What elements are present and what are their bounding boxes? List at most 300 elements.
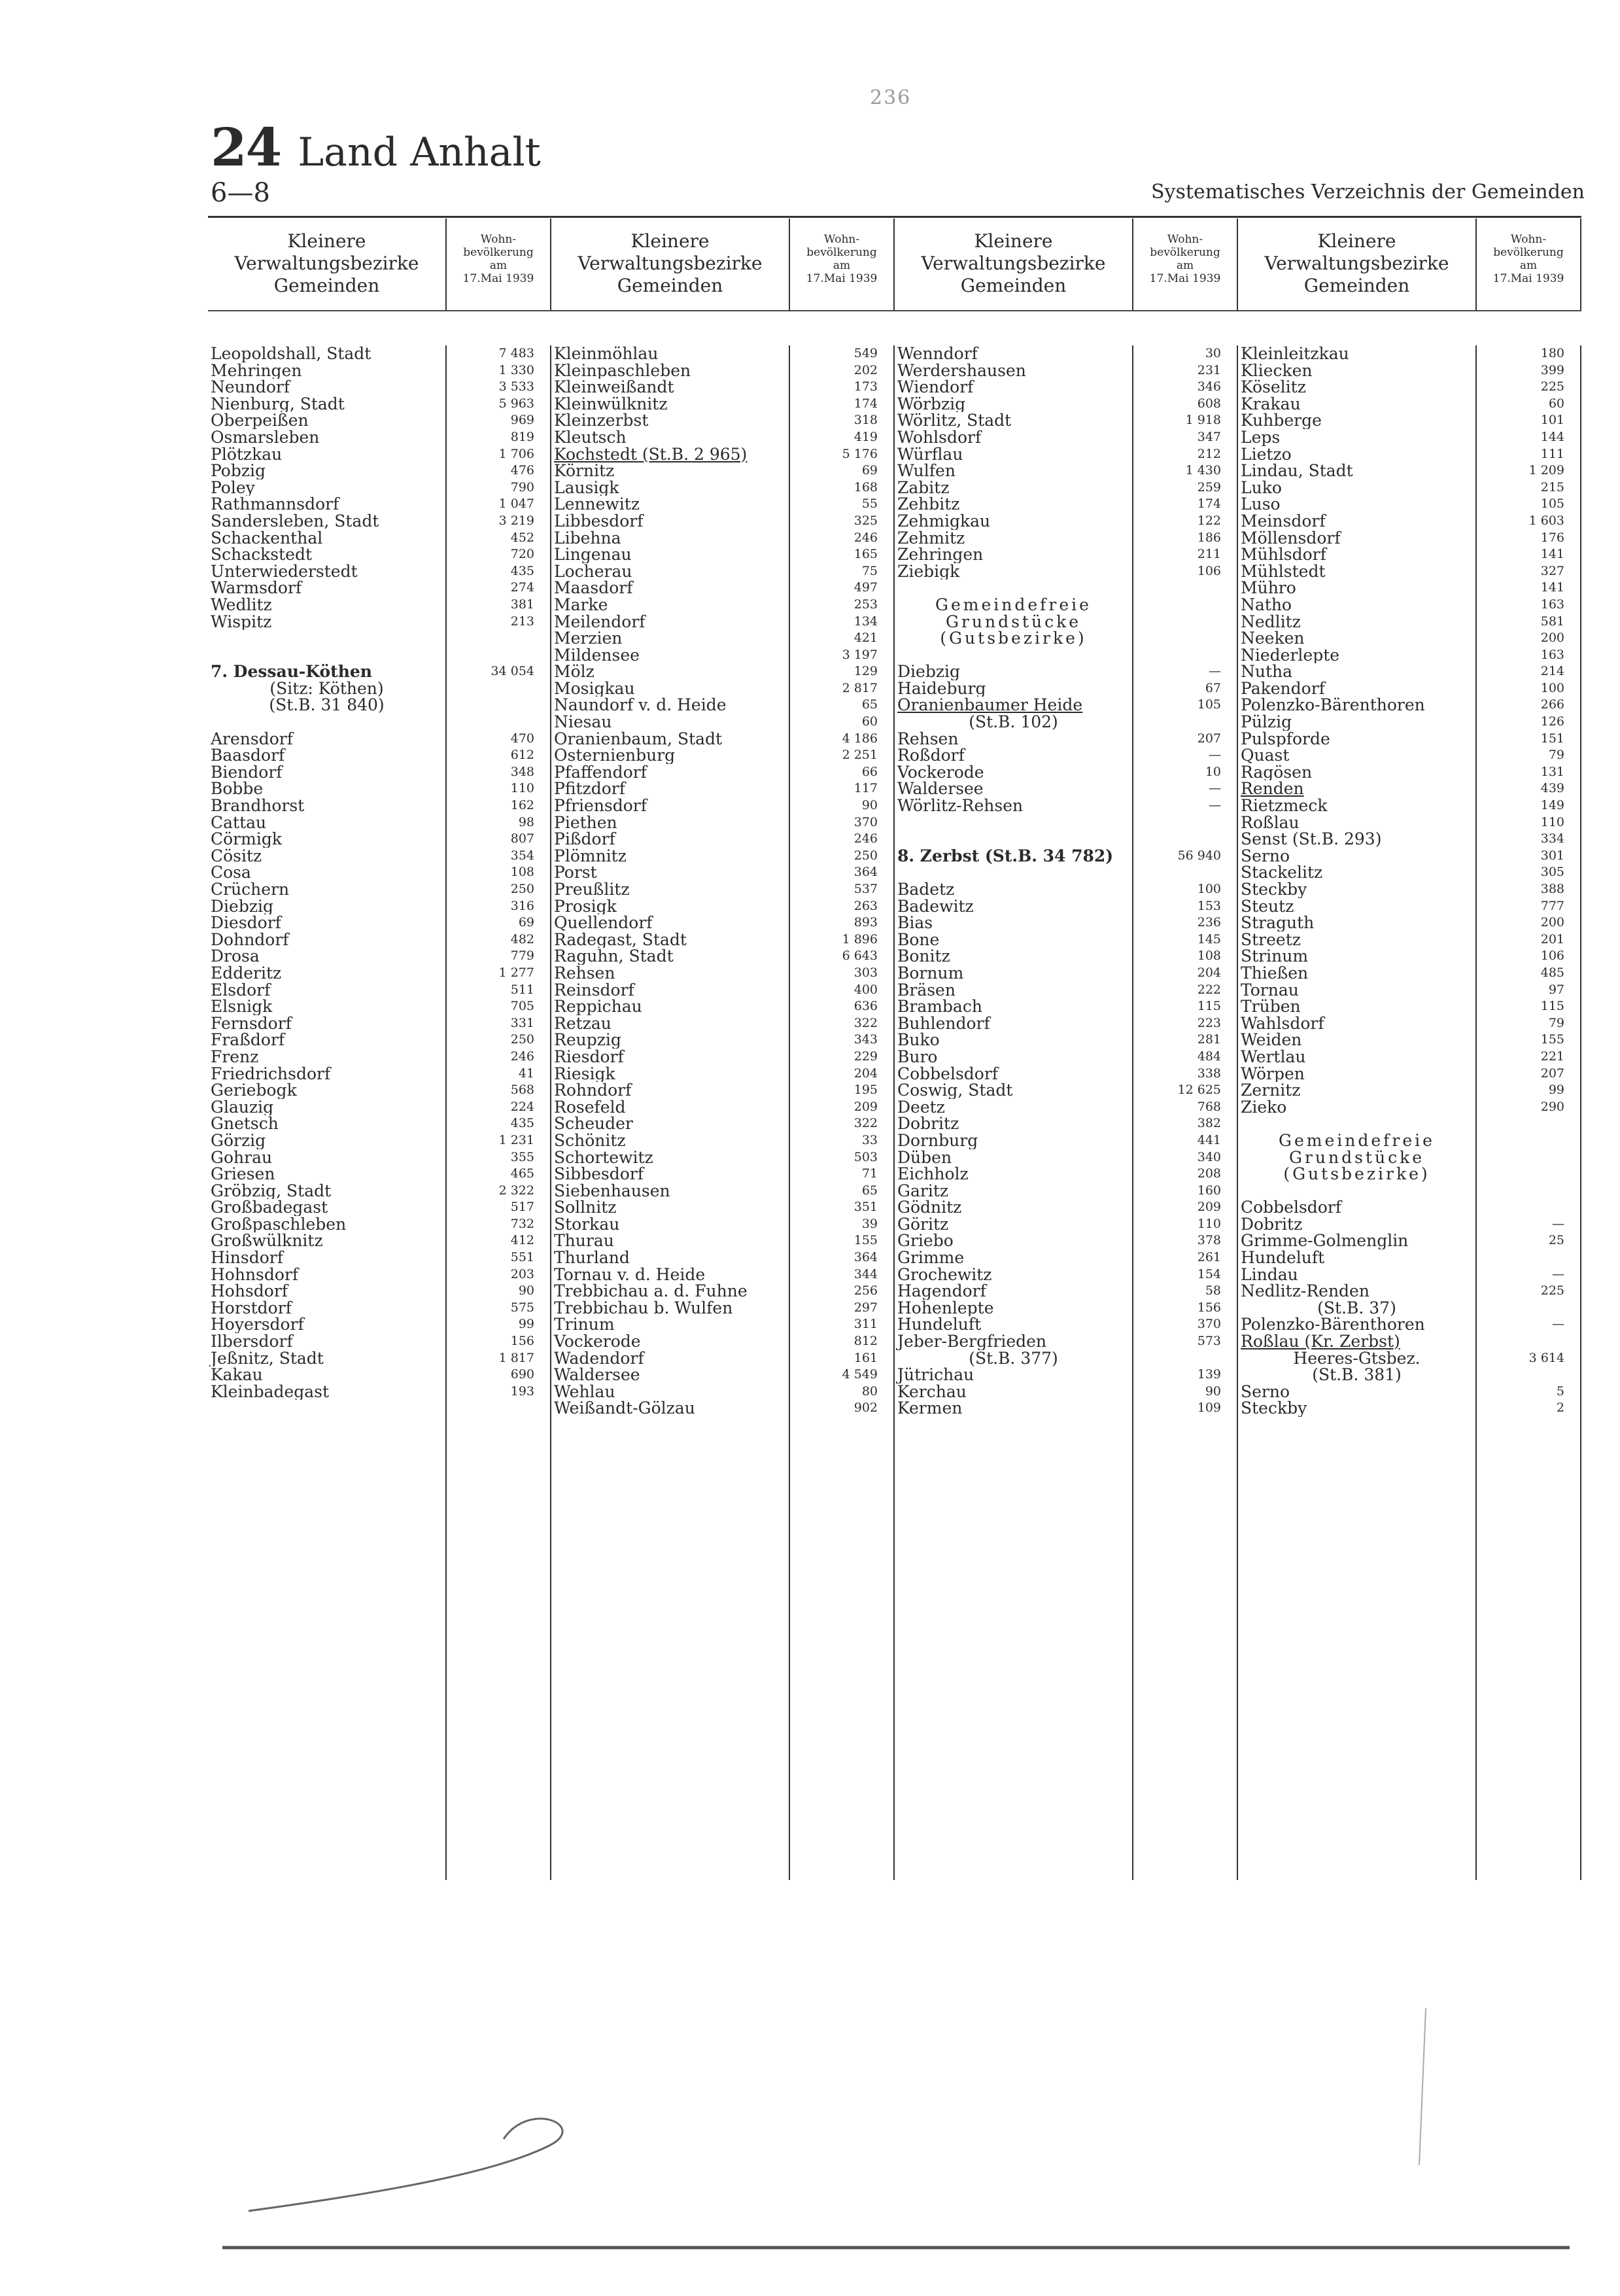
column-body (1238, 311, 1581, 1880)
population-value: 79 (1548, 1015, 1564, 1030)
population-value: 378 (1197, 1233, 1221, 1248)
municipality-name: Polenzko-Bärenthoren (1241, 697, 1425, 714)
column-header (551, 218, 895, 311)
municipality-name: Kleinweißandt (554, 379, 674, 396)
population-value: 58 (1205, 1283, 1221, 1298)
municipality-name: Locherau (554, 563, 632, 580)
population-value: 173 (853, 379, 878, 394)
column-header (208, 218, 551, 311)
population-value: 2 (1556, 1400, 1564, 1416)
population-value: 155 (1540, 1032, 1564, 1047)
municipality-name: Storkau (554, 1215, 620, 1233)
municipality-name: Sibbesdorf (554, 1166, 644, 1183)
header-name-line: Kleinere (287, 230, 366, 252)
municipality-name: Bornum (897, 964, 964, 982)
municipality-name: Crüchern (211, 881, 290, 898)
municipality-name: Preußlitz (554, 881, 630, 898)
municipality-name: Gemeindefreie (935, 596, 1092, 614)
municipality-name: Reinsdorf (554, 981, 634, 999)
population-value: 322 (853, 1015, 878, 1030)
municipality-name: Vockerode (897, 763, 984, 781)
municipality-name: Badewitz (897, 897, 974, 915)
municipality-name: Wörlitz, Stadt (897, 412, 1012, 429)
municipality-name: Zehmigkau (897, 512, 991, 530)
municipality-name: Arensdorf (211, 730, 293, 748)
population-value: 419 (853, 429, 878, 444)
municipality-name: Bonitz (897, 948, 950, 965)
header-right-title: Systematisches Verzeichnis der Gemeinden (1151, 181, 1585, 203)
population-value: 311 (853, 1317, 878, 1332)
population-value: 274 (510, 580, 534, 595)
population-value (1133, 597, 1237, 614)
municipality-name: Zabitz (897, 479, 950, 496)
population-value: 203 (510, 1266, 534, 1281)
population-value: 364 (853, 865, 878, 880)
population-value: 732 (510, 1216, 534, 1231)
municipality-name: Raguhn, Stadt (554, 948, 674, 965)
population-value: 106 (1540, 948, 1564, 964)
municipality-name: Kakau (211, 1366, 263, 1383)
municipality-name: Wahlsdorf (1241, 1015, 1324, 1032)
municipality-name: Pfaffendorf (554, 763, 647, 781)
population-value: 153 (1197, 898, 1221, 913)
population-value: 229 (853, 1049, 878, 1064)
table-column-2 (551, 218, 895, 1880)
population-value: 105 (1540, 496, 1564, 512)
municipality-name: Meilendorf (554, 613, 646, 631)
header-pop-line: bevölkerung (1493, 246, 1564, 259)
municipality-name: Mosigkau (554, 680, 635, 697)
population-value: 109 (1197, 1400, 1221, 1416)
municipality-name: Zieko (1241, 1098, 1287, 1116)
municipality-name: Kliecken (1241, 362, 1313, 379)
municipality-name: Grimme-Golmenglin (1241, 1232, 1409, 1250)
municipality-name: Diebzig (211, 897, 274, 915)
municipality-name: Warmsdorf (211, 580, 302, 597)
municipality-name: Trebbichau b. Wulfen (554, 1299, 733, 1317)
municipality-name: Kleinmöhlau (554, 345, 659, 362)
population-value: 80 (861, 1383, 878, 1399)
municipality-table (208, 218, 1581, 1880)
municipality-name: Libbesdorf (554, 512, 644, 530)
population-value: 779 (510, 948, 534, 964)
population-value: 231 (1197, 362, 1221, 377)
header-name-line: Verwaltungsbezirke (1264, 252, 1449, 274)
header-number: 24 (211, 116, 281, 178)
population-value: 110 (1197, 1216, 1221, 1231)
municipality-name: Osternienburg (554, 747, 676, 764)
municipality-name: Thurland (554, 1249, 630, 1266)
municipality-name: Ragösen (1241, 763, 1313, 781)
column-header (1238, 218, 1581, 311)
municipality-name: Roßdorf (897, 747, 965, 764)
column-header-name (895, 218, 1132, 310)
population-value: 214 (1540, 664, 1564, 679)
municipality-name: (St.B. 37) (1317, 1299, 1396, 1317)
municipality-name: Gnetsch (211, 1115, 279, 1132)
municipality-name: Lindau, Stadt (1241, 462, 1353, 479)
municipality-name: Jeßnitz, Stadt (211, 1349, 324, 1367)
municipality-name: Roßlau (1241, 814, 1300, 831)
population-value: 1 277 (498, 965, 534, 980)
population-value: 99 (1548, 1083, 1564, 1098)
population-value: 316 (510, 898, 534, 913)
municipality-name: Gohrau (211, 1149, 273, 1166)
population-value: 263 (853, 898, 878, 913)
municipality-name: Maasdorf (554, 580, 633, 597)
population-value: 1 430 (1185, 463, 1221, 478)
population-value: 573 (1197, 1334, 1221, 1349)
population-value: 100 (1540, 680, 1564, 695)
population-value: 351 (853, 1200, 878, 1215)
municipality-name: Leopoldshall, Stadt (211, 345, 371, 362)
population-value (1477, 1149, 1580, 1166)
header-name-line: Gemeinden (1303, 275, 1410, 296)
population-value: 207 (1197, 731, 1221, 746)
population-value: 200 (1540, 915, 1564, 930)
population-value: 209 (1197, 1200, 1221, 1215)
municipality-name: Sollnitz (554, 1199, 617, 1216)
name-list (208, 345, 445, 1880)
municipality-name: Wörbzig (897, 395, 966, 413)
header-pop-line: bevölkerung (1150, 246, 1220, 259)
municipality-name: Rohndorf (554, 1082, 632, 1099)
header-name-line: Gemeinden (960, 275, 1067, 296)
municipality-name: Wiendorf (897, 379, 974, 396)
population-value: 12 625 (1177, 1083, 1221, 1098)
population-value: 303 (853, 965, 878, 980)
population-value: 246 (853, 831, 878, 846)
population-value: 256 (853, 1283, 878, 1298)
population-value: 388 (1540, 882, 1564, 896)
municipality-name: Oranienbaum, Stadt (554, 730, 723, 748)
population-value: 568 (510, 1083, 534, 1098)
municipality-name: Leps (1241, 428, 1281, 446)
municipality-name: Cobbelsdorf (897, 1065, 999, 1083)
population-value: 893 (853, 915, 878, 930)
header-pop-line: am (833, 259, 851, 272)
population-value: 149 (1540, 798, 1564, 813)
municipality-name: Grundstücke (945, 613, 1082, 631)
population-value: 213 (510, 614, 534, 629)
population-value: 69 (861, 463, 878, 478)
population-value: 174 (1197, 496, 1221, 512)
municipality-name: Horstdorf (211, 1299, 292, 1317)
municipality-name: Brandhorst (211, 797, 305, 814)
population-value: 202 (853, 362, 878, 377)
municipality-name: Cösitz (211, 847, 262, 865)
population-value (447, 714, 550, 731)
population-value: 435 (510, 1116, 534, 1131)
population-value: 90 (861, 798, 878, 813)
municipality-name: Dobritz (1241, 1215, 1303, 1233)
population-value: 465 (510, 1166, 534, 1181)
municipality-name (895, 831, 1132, 848)
population-value: 129 (853, 664, 878, 679)
population-value: 105 (1197, 697, 1221, 712)
municipality-name: Thießen (1241, 964, 1309, 982)
column-header-name (208, 218, 445, 310)
municipality-name: Mildensee (554, 646, 640, 664)
municipality-name: Trüben (1241, 998, 1301, 1015)
population-value: 106 (1197, 563, 1221, 578)
municipality-name: Plömnitz (554, 847, 627, 865)
municipality-name: Badetz (897, 881, 955, 898)
municipality-name: Marke (554, 596, 608, 614)
municipality-name: Tornau v. d. Heide (554, 1266, 706, 1283)
municipality-name: Hinsdorf (211, 1249, 283, 1266)
population-value: 65 (861, 697, 878, 712)
header-name-line: Verwaltungsbezirke (234, 252, 419, 274)
municipality-name: Griebo (897, 1232, 954, 1250)
municipality-name: Wispitz (211, 613, 272, 631)
municipality-name: Steckby (1241, 881, 1307, 898)
population-value: 193 (510, 1383, 534, 1399)
municipality-name: Luko (1241, 479, 1282, 496)
population-value: 364 (853, 1250, 878, 1265)
municipality-name: Pakendorf (1241, 680, 1325, 697)
municipality-name: Hohsdorf (211, 1283, 288, 1300)
population-value: 39 (861, 1216, 878, 1231)
population-value: 5 (1556, 1383, 1564, 1399)
population-value: 115 (1540, 999, 1564, 1014)
municipality-name: Friedrichsdorf (211, 1065, 331, 1083)
right-margin-mark (1419, 2008, 1426, 2165)
municipality-name: Sandersleben, Stadt (211, 512, 379, 530)
population-value: 201 (1540, 931, 1564, 947)
population-value: 98 (518, 814, 534, 829)
population-value: 5 176 (842, 446, 878, 461)
population-value: 551 (510, 1250, 534, 1265)
population-value: 225 (1540, 379, 1564, 394)
municipality-name: Kermen (897, 1400, 963, 1417)
municipality-name: Ilbersdorf (211, 1333, 293, 1350)
population-value: — (1209, 798, 1221, 813)
population-value: — (1552, 1216, 1564, 1231)
population-value: 346 (1197, 379, 1221, 394)
population-value: 1 231 (498, 1132, 534, 1147)
population-value: 297 (853, 1300, 878, 1315)
municipality-name: Möllensdorf (1241, 529, 1341, 547)
municipality-name: Riesigk (554, 1065, 615, 1083)
population-value: 131 (1540, 764, 1564, 779)
municipality-name: (St.B. 31 840) (269, 697, 385, 714)
municipality-name: Kleinleitzkau (1241, 345, 1349, 362)
population-value: 301 (1540, 848, 1564, 863)
municipality-name: Hundeluft (1241, 1249, 1325, 1266)
municipality-name: Mölz (554, 663, 595, 680)
population-value: 162 (510, 798, 534, 813)
population-value (1477, 1199, 1580, 1216)
municipality-name: Jütrichau (897, 1366, 974, 1383)
population-value (1133, 647, 1237, 664)
header-pop-line: am (489, 259, 508, 272)
municipality-name: Kleinwülknitz (554, 395, 668, 413)
municipality-name: Reppichau (554, 998, 642, 1015)
municipality-name: Schortewitz (554, 1149, 653, 1166)
population-value: 4 186 (842, 731, 878, 746)
municipality-name: Zehmitz (897, 529, 965, 547)
table-column-3 (895, 218, 1238, 1880)
municipality-name: Renden (1241, 780, 1304, 798)
municipality-name: Dohndorf (211, 931, 289, 948)
population-value: 581 (1540, 614, 1564, 629)
municipality-name: Werdershausen (897, 362, 1026, 379)
population-value: 246 (510, 1049, 534, 1064)
population-value: 1 330 (498, 362, 534, 377)
municipality-name: Quast (1241, 747, 1290, 764)
municipality-name: 7. Dessau-Köthen (211, 663, 372, 680)
municipality-name (895, 647, 1132, 664)
municipality-name: Pülzig (1241, 714, 1292, 731)
municipality-name: Köselitz (1241, 379, 1306, 396)
name-list (551, 345, 789, 1880)
table-column-1 (208, 218, 551, 1880)
municipality-name: Großpaschleben (211, 1215, 347, 1233)
municipality-name: Dornburg (897, 1132, 978, 1149)
municipality-name: Lindau (1241, 1266, 1298, 1283)
population-value: 435 (510, 563, 534, 578)
population-value: 325 (853, 513, 878, 528)
population-value: 122 (1197, 513, 1221, 528)
municipality-name: Haideburg (897, 680, 986, 697)
population-value: 370 (853, 814, 878, 829)
population-value: 163 (1540, 647, 1564, 662)
municipality-name: Kleinpaschleben (554, 362, 691, 379)
population-value: 25 (1548, 1233, 1564, 1248)
municipality-name: Unterwiederstedt (211, 563, 358, 580)
municipality-name: Zehringen (897, 546, 984, 563)
population-value: — (1552, 1317, 1564, 1332)
population-value: 126 (1540, 714, 1564, 729)
population-value: 2 322 (498, 1183, 534, 1198)
population-value: 511 (510, 982, 534, 997)
population-value: 134 (853, 614, 878, 629)
header-subtitle: 6—8 (211, 178, 270, 208)
municipality-name: (St.B. 377) (969, 1349, 1058, 1367)
header-name-line: Gemeinden (273, 275, 380, 296)
population-value: 3 614 (1528, 1350, 1564, 1365)
municipality-name: Gemeindefreie (1279, 1132, 1435, 1149)
population-value: 334 (1540, 831, 1564, 846)
header-pop-line: 17.Mai 1939 (806, 272, 878, 285)
municipality-name: Vockerode (554, 1333, 641, 1350)
municipality-name: Prosigk (554, 897, 617, 915)
column-header-name (551, 218, 789, 310)
population-value: 902 (853, 1400, 878, 1416)
column-header-population (445, 218, 551, 310)
population-value: 33 (861, 1132, 878, 1147)
municipality-name: (Gutsbezirke) (940, 630, 1087, 647)
population-value: 969 (510, 413, 534, 428)
municipality-name: Retzau (554, 1015, 612, 1032)
municipality-name: Bobbe (211, 780, 264, 798)
municipality-name: Buro (897, 1048, 938, 1066)
population-value: 253 (853, 597, 878, 612)
municipality-name: Niederlepte (1241, 646, 1340, 664)
municipality-name: Mehringen (211, 362, 302, 379)
name-list (895, 345, 1132, 1880)
population-value: 768 (1197, 1099, 1221, 1114)
population-value: 705 (510, 999, 534, 1014)
municipality-name: Niesau (554, 714, 612, 731)
population-value (447, 647, 550, 664)
municipality-name: (Gutsbezirke) (1283, 1166, 1430, 1183)
population-value: 612 (510, 748, 534, 763)
population-value: 10 (1205, 764, 1221, 779)
header-pop-line: bevölkerung (463, 246, 534, 259)
population-value: 1 047 (498, 496, 534, 512)
population-value: 65 (861, 1183, 878, 1198)
population-value: 484 (1197, 1049, 1221, 1064)
population-value (1477, 1132, 1580, 1149)
municipality-name: Wadendorf (554, 1349, 644, 1367)
municipality-name: Neeken (1241, 630, 1305, 647)
population-value: 720 (510, 547, 534, 562)
population-value: 186 (1197, 530, 1221, 545)
municipality-name: Drosa (211, 948, 260, 965)
population-value: 90 (1205, 1383, 1221, 1399)
municipality-name: Nedlitz (1241, 613, 1301, 631)
population-value: 575 (510, 1300, 534, 1315)
municipality-name: Heeres-Gtsbez. (1293, 1349, 1421, 1367)
header-pop-line: 17.Mai 1939 (462, 272, 534, 285)
header-pop-line: Wohn- (1167, 233, 1203, 246)
population-value: 381 (510, 597, 534, 612)
municipality-name: Düben (897, 1149, 952, 1166)
municipality-name: Diebzig (897, 663, 961, 680)
population-value: 156 (510, 1334, 534, 1349)
municipality-name: Waldersee (897, 780, 984, 798)
municipality-name: Natho (1241, 596, 1292, 614)
population-value: 348 (510, 764, 534, 779)
population-list (789, 345, 895, 1880)
municipality-name: Quellendorf (554, 914, 653, 931)
population-value: 517 (510, 1200, 534, 1215)
header-rule (208, 216, 1581, 218)
population-value (1477, 1300, 1580, 1317)
population-value: 347 (1197, 429, 1221, 444)
population-value: 222 (1197, 982, 1221, 997)
municipality-name: Luso (1241, 496, 1281, 513)
municipality-name (895, 864, 1132, 881)
municipality-name: Elsnigk (211, 998, 273, 1015)
municipality-name: Schönitz (554, 1132, 626, 1149)
population-value: 160 (1197, 1183, 1221, 1198)
municipality-name: Elsdorf (211, 981, 271, 999)
header-pop-line: am (1176, 259, 1194, 272)
population-value (1477, 1183, 1580, 1200)
municipality-name: Glauzig (211, 1098, 274, 1116)
population-value: 154 (1197, 1266, 1221, 1281)
population-value: 161 (853, 1350, 878, 1365)
population-value: 331 (510, 1015, 534, 1030)
municipality-name: Stackelitz (1241, 864, 1323, 881)
population-value: 549 (853, 346, 878, 360)
population-value: 60 (861, 714, 878, 729)
population-value: 3 219 (498, 513, 534, 528)
population-value: 1 918 (1185, 413, 1221, 428)
population-value: 75 (861, 563, 878, 578)
population-value: 108 (1197, 948, 1221, 964)
municipality-name (895, 580, 1132, 597)
population-value (1133, 831, 1237, 848)
municipality-name: Gröbzig, Stadt (211, 1182, 332, 1200)
municipality-name: Trinum (554, 1316, 615, 1334)
municipality-name: Zernitz (1241, 1082, 1301, 1099)
population-value: 1 817 (498, 1350, 534, 1365)
municipality-name: Wedlitz (211, 596, 272, 614)
